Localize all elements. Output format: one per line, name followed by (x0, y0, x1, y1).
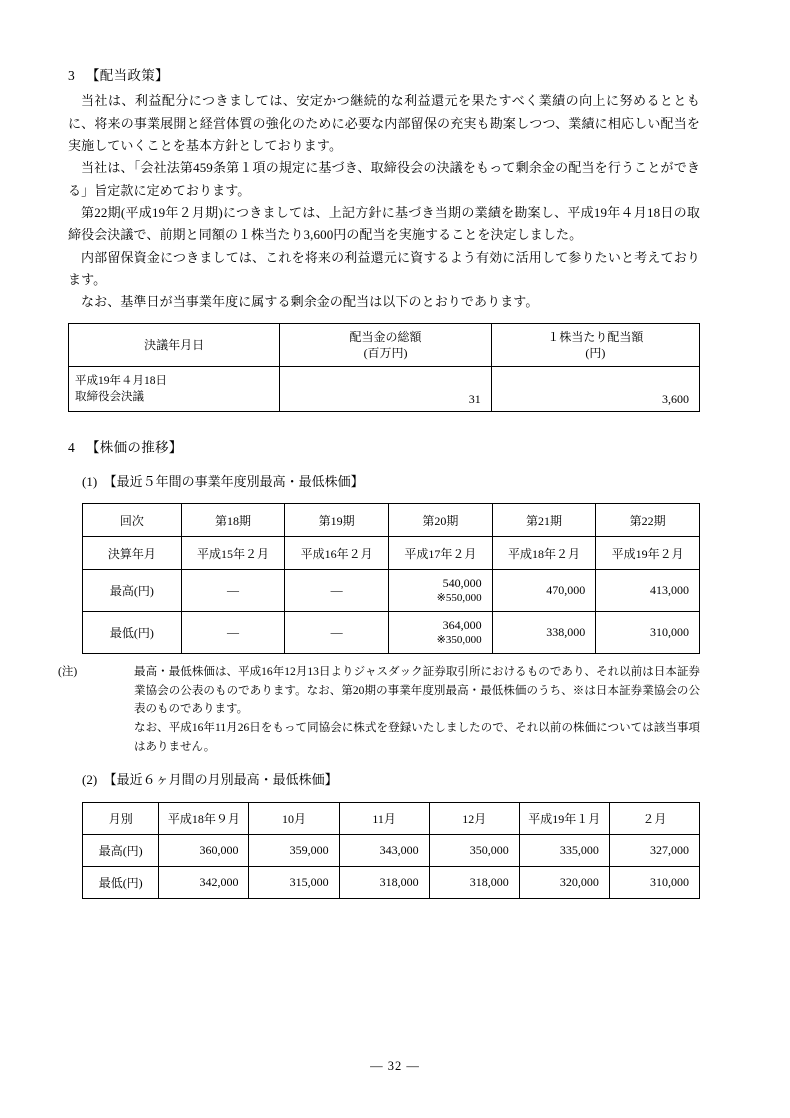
cell-monthly-low-5: 320,000 (519, 866, 609, 898)
row-label-low: 最低(円) (83, 612, 182, 654)
cell-monthly-low-6: 310,000 (609, 866, 699, 898)
cell-high-22: 413,000 (596, 570, 700, 612)
section-title: 【配当政策】 (86, 68, 169, 83)
cell-monthly-high-1: 360,000 (159, 834, 249, 866)
col-header-month-2: 10月 (249, 802, 339, 834)
note-label: (注) (58, 666, 78, 679)
cell-settlement-22: 平成19年２月 (596, 537, 700, 570)
cell-settlement-21: 平成18年２月 (492, 537, 596, 570)
col-header-row-label-month: 月別 (83, 802, 159, 834)
paragraph-policy-5: なお、基準日が当事業年度に属する剰余金の配当は以下のとおりであります。 (81, 294, 539, 310)
paragraph-policy-3: 第22期(平成19年２月期)につきましては、上記方針に基づき当期の業績を勘案し、平成19年４月18日の取締役会決議で、前期と同額の１株当たり3,600円の配当を実施することを決定しました。 (68, 205, 700, 243)
table-row (83, 537, 700, 570)
cell-high-21: 470,000 (492, 570, 596, 612)
section-number-stock: 4 (68, 440, 76, 456)
col-header-period-20: 第20期 (389, 504, 493, 537)
cell-monthly-low-2: 315,000 (249, 866, 339, 898)
cell-monthly-high-3: 343,000 (339, 834, 429, 866)
table-header-row (83, 802, 700, 834)
table-header-row (69, 323, 700, 366)
paragraph-policy-2: 当社は、「会社法第459条第１項の規定に基づき、取締役会の決議をもって剰余金の配当を行うことができる」旨定款に定めております。 (68, 160, 700, 198)
col-header-period-22: 第22期 (596, 504, 700, 537)
col-header-month-4: 12月 (429, 802, 519, 834)
col-header-month-3: 11月 (339, 802, 429, 834)
yearly-price-table-wrap (82, 503, 700, 654)
section-heading-dividend-policy (68, 66, 700, 86)
cell-monthly-low-4: 318,000 (429, 866, 519, 898)
cell-monthly-high-6: 327,000 (609, 834, 699, 866)
dividend-table (68, 323, 700, 413)
subsection-heading-1: (1) 【最近５年間の事業年度別最高・最低株価】 (82, 473, 364, 489)
table-row (83, 834, 700, 866)
subsection-heading-2: (2) 【最近６ヶ月間の月別最高・最低株価】 (82, 772, 338, 788)
table-row (69, 367, 700, 412)
table-row (83, 612, 700, 654)
cell-monthly-low-1: 342,000 (159, 866, 249, 898)
paragraph-policy-1: 当社は、利益配分につきましては、安定かつ継続的な利益還元を果たすべく業績の向上に努めるとともに、将来の事業展開と経営体質の強化のために必要な内部留保の充実も勘案しつつ、業績に相応しい配当を実施していくことを基本方針としております。 (68, 93, 700, 153)
table-row (83, 866, 700, 898)
cell-dividend-per-share: 3,600 (491, 367, 699, 412)
cell-low-22: 310,000 (596, 612, 700, 654)
table-header-row (83, 504, 700, 537)
cell-settlement-19: 平成16年２月 (285, 537, 389, 570)
row-label-monthly-high: 最高(円) (83, 834, 159, 866)
page-content (58, 66, 700, 899)
cell-monthly-low-3: 318,000 (339, 866, 429, 898)
col-header-month-5: 平成19年１月 (519, 802, 609, 834)
monthly-price-table (82, 802, 700, 899)
cell-settlement-18: 平成15年２月 (181, 537, 285, 570)
cell-settlement-20: 平成17年２月 (389, 537, 493, 570)
note-line-1 (58, 663, 700, 719)
cell-high-19: ― (285, 570, 389, 612)
col-header-month-6: ２月 (609, 802, 699, 834)
cell-low-18: ― (181, 612, 285, 654)
col-header-total-dividend: 配当金の総額 (百万円) (280, 323, 491, 366)
cell-high-20: 540,000 ※550,000 (389, 570, 493, 612)
section-number: 3 (68, 68, 76, 83)
cell-monthly-high-5: 335,000 (519, 834, 609, 866)
cell-low-20: 364,000 ※350,000 (389, 612, 493, 654)
page-number: ― 32 ― (370, 1059, 420, 1073)
cell-low-21: 338,000 (492, 612, 596, 654)
col-header-month-1: 平成18年９月 (159, 802, 249, 834)
col-header-period-19: 第19期 (285, 504, 389, 537)
col-header-resolution-date: 決議年月日 (69, 323, 280, 366)
monthly-price-table-wrap (82, 802, 700, 899)
cell-total-dividend: 31 (280, 367, 491, 412)
col-header-dividend-per-share: １株当たり配当額 (円) (491, 323, 699, 366)
cell-low-19: ― (285, 612, 389, 654)
page-footer (0, 1059, 790, 1074)
note-text-1: 最高・最低株価は、平成16年12月13日よりジャスダック証券取引所におけるものであり、それ以前は日本証券業協会の公表のものであります。なお、第20期の事業年度別最高・最低株価のうち、※は日本証券業協会の公表のものであります。 (134, 666, 700, 716)
table-row (83, 570, 700, 612)
note-line-2: なお、平成16年11月26日をもって同協会に株式を登録いたしましたので、それ以前の株価については該当事項はありません。 (134, 722, 700, 753)
col-header-row-label: 回次 (83, 504, 182, 537)
col-header-period-18: 第18期 (181, 504, 285, 537)
row-label-monthly-low: 最低(円) (83, 866, 159, 898)
paragraph-policy-4: 内部留保資金につきましては、これを将来の利益還元に資するよう有効に活用して参りたいと考えております。 (68, 249, 700, 288)
cell-resolution-date: 平成19年４月18日 取締役会決議 (69, 367, 280, 412)
cell-monthly-high-2: 359,000 (249, 834, 339, 866)
cell-high-18: ― (181, 570, 285, 612)
table-note (58, 663, 700, 756)
cell-monthly-high-4: 350,000 (429, 834, 519, 866)
row-label-settlement-month: 決算年月 (83, 537, 182, 570)
section-title-stock: 【株価の推移】 (86, 440, 183, 456)
col-header-period-21: 第21期 (492, 504, 596, 537)
section-heading-stock-price (68, 438, 700, 458)
row-label-high: 最高(円) (83, 570, 182, 612)
yearly-price-table (82, 503, 700, 654)
